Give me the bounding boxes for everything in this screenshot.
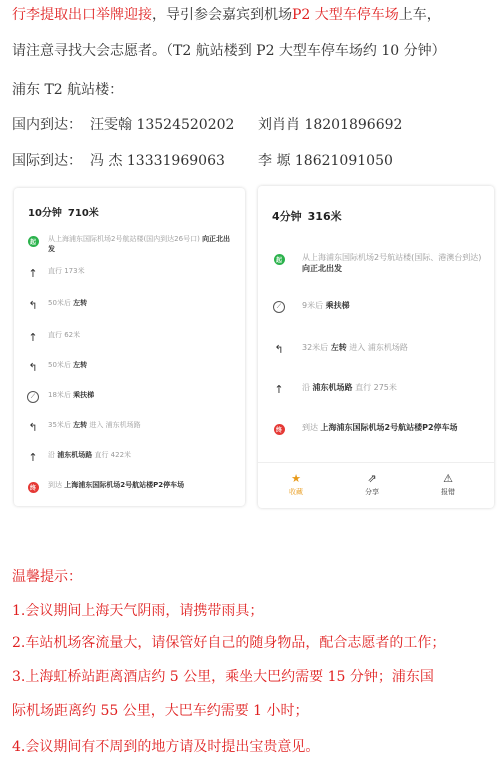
route-step [14,360,245,380]
tab-label: 报错 [441,488,455,496]
left-turn-icon: ↰ [28,360,38,374]
start-icon: 起 [26,234,40,248]
start-icon: 起 [272,252,286,266]
step-text: 35米后 左转 进入 浦东机场路 [48,421,141,429]
intro-line-2: 请注意寻找大会志愿者。（T2 航站楼到 P2 大型车停车场约 10 分钟） [12,43,446,59]
straight-arrow-icon: ↑ [28,330,38,344]
route-step [14,450,245,470]
step-text: 9米后 乘扶梯 [302,301,350,310]
route-summary [272,208,342,224]
escalator-icon: ⟋ [272,300,286,314]
route-summary [28,204,99,219]
route-step [14,420,245,440]
straight-arrow-icon: ↑ [274,382,284,396]
step-text: 50米后 左转 [48,299,88,307]
tips-title: 温馨提示： [12,569,82,585]
tip-3b: 际机场距离约 55 公里，大巴车约需要 1 小时； [12,703,309,719]
route-step [14,330,245,350]
route-time: 4分钟 [272,210,302,223]
tip-4: 4.会议期间有不周到的地方请及时提出宝贵意见。 [12,739,320,755]
intl-contact-2: 李 塬 18621091050 [258,153,393,169]
route-distance: 710米 [67,208,99,219]
route-distance: 316米 [307,210,342,223]
domestic-contact-2: 刘肖肖 18201896692 [258,117,403,133]
intl-contact-1: 冯 杰 13331969063 [90,153,225,169]
step-text: 32米后 左转 进入 浦东机场路 [302,343,408,352]
straight-arrow-icon: ↑ [28,450,38,464]
route-step [14,266,245,286]
route-step [258,382,494,402]
intro-text: ，导引参会嘉宾到机场 [152,7,292,23]
route-step [14,234,245,254]
route-step [258,300,494,320]
step-text: 18米后 乘扶梯 [48,391,95,399]
step-text: 到达 上海浦东国际机场2号航站楼P2停车场 [302,423,458,432]
step-text: 到达 上海浦东国际机场2号航站楼P2停车场 [48,481,185,489]
tip-2: 2.车站机场客流量大，请保管好自己的随身物品，配合志愿者的工作； [12,635,446,651]
route-step [14,390,245,410]
left-turn-icon: ↰ [28,298,38,312]
tab-star[interactable] [266,472,326,497]
route-card-domestic [14,188,245,506]
route-step [258,342,494,362]
route-step [14,298,245,318]
tip-1: 1.会议期间上海天气阴雨，请携带雨具； [12,603,264,619]
parking-highlight: P2 大型车停车场 [292,7,399,23]
step-text: 50米后 左转 [48,361,88,369]
star-icon: ★ [291,472,301,485]
route-step [14,480,245,500]
step-text: 从上海浦东国际机场2号航站楼(国际、港澳台到达) 向正北出发 [302,253,482,273]
step-text: 直行 62米 [48,331,81,339]
domestic-contact-1: 汪雯翰 13524520202 [90,117,235,133]
tab-divider [258,462,494,463]
step-text: 直行 173米 [48,267,85,275]
tab-label: 分享 [365,488,379,496]
tab-warning[interactable] [418,472,478,497]
destination-icon: 终 [26,480,40,494]
route-time: 10分钟 [28,208,62,219]
step-text: 沿 浦东机场路 直行 422米 [48,451,132,459]
left-turn-icon: ↰ [274,342,284,356]
tab-label: 收藏 [289,488,303,496]
route-card-international [258,186,494,508]
route-step [258,422,494,442]
intro-text-end: 上车， [398,7,441,23]
share-icon: ⇗ [367,472,377,485]
warning-icon: ⚠ [443,472,453,485]
intl-label: 国际到达： [12,153,82,169]
left-turn-icon: ↰ [28,420,38,434]
pickup-highlight: 行李提取出口举牌迎接 [12,7,152,23]
tab-share[interactable] [342,472,402,497]
route-step [258,252,494,272]
straight-arrow-icon: ↑ [28,266,38,280]
destination-icon: 终 [272,422,286,436]
domestic-label: 国内到达： [12,117,82,133]
step-text: 从上海浦东国际机场2号航站楼(国内到达26号口) 向正北出发 [48,235,231,253]
escalator-icon: ⟋ [26,390,40,404]
terminal-heading: 浦东 T2 航站楼： [12,82,124,98]
step-text: 沿 浦东机场路 直行 275米 [302,383,397,392]
tip-3a: 3.上海虹桥站距离酒店约 5 公里，乘坐大巴约需要 15 分钟；浦东国 [12,669,434,685]
intro-line-1 [12,4,441,24]
